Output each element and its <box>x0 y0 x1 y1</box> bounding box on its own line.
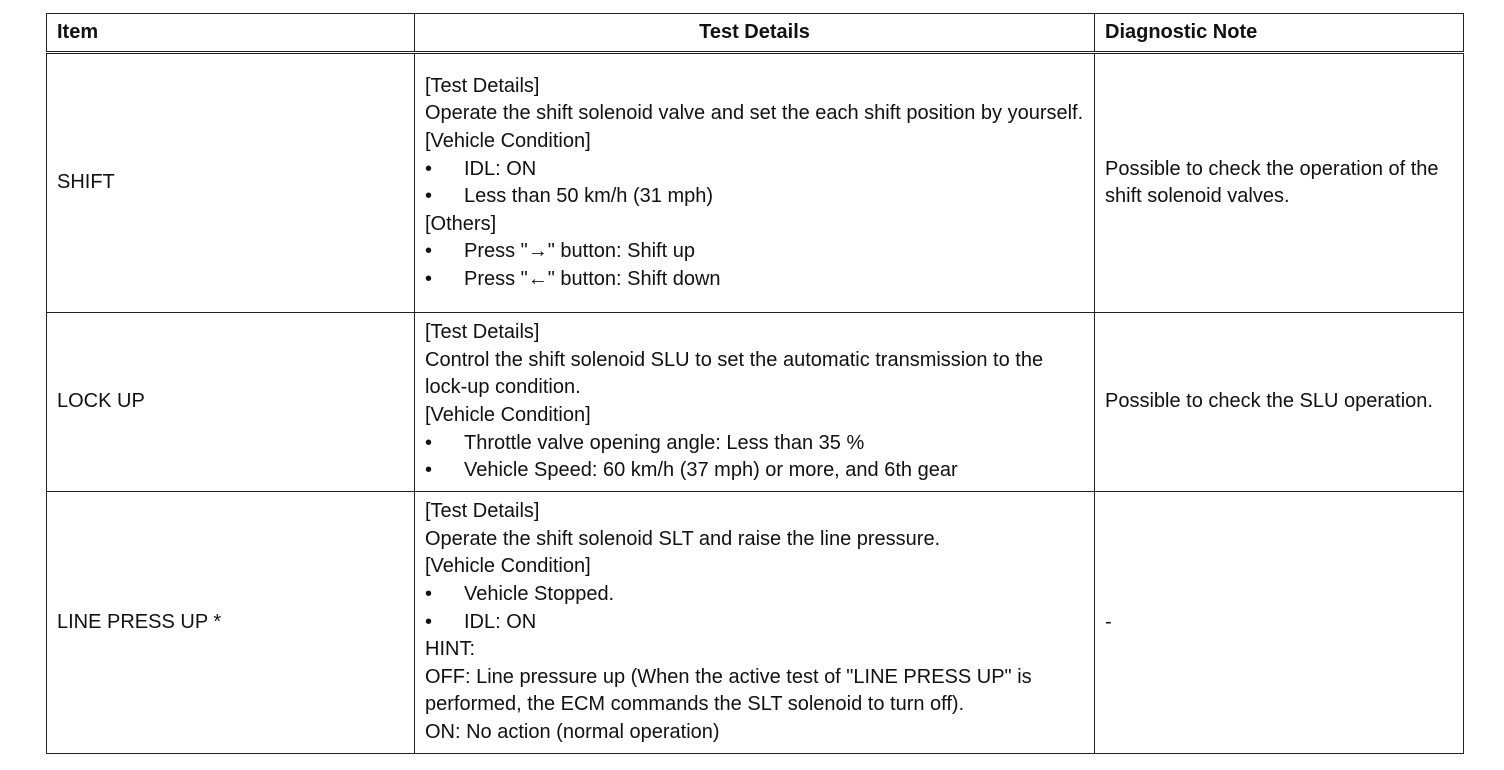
note-cell: Possible to check the operation of the shift solenoid valves. <box>1095 53 1464 313</box>
hint-on-text: ON: No action (normal operation) <box>425 720 720 743</box>
item-cell: LOCK UP <box>47 313 415 491</box>
details-cell <box>415 313 1095 491</box>
hint-off-text: OFF: Line pressure up (When the active test of "LINE PRESS UP" is performed, the ECM commands the SLT solenoid to turn off). <box>425 665 1032 716</box>
others-heading: [Others] <box>425 212 497 235</box>
list-item: • Vehicle Speed: 60 km/h (37 mph) or more, and 6th gear <box>425 457 1084 485</box>
list-item: • Throttle valve opening angle: Less than 35 % <box>425 430 1084 458</box>
note-cell: Possible to check the SLU operation. <box>1095 313 1464 491</box>
test-details-heading: [Test Details] <box>425 500 540 523</box>
table-row <box>47 491 1464 753</box>
test-details-heading: [Test Details] <box>425 74 540 97</box>
details-cell <box>415 491 1095 753</box>
test-details-heading: [Test Details] <box>425 321 540 344</box>
note-cell: - <box>1095 491 1464 753</box>
vehicle-condition-list <box>425 156 1084 211</box>
header-diagnostic-note: Diagnostic Note <box>1095 14 1464 53</box>
details-cell <box>415 53 1095 313</box>
vehicle-condition-heading: [Vehicle Condition] <box>425 403 591 426</box>
header-test-details: Test Details <box>415 14 1095 53</box>
item-cell: SHIFT <box>47 53 415 313</box>
table-row <box>47 53 1464 313</box>
item-cell: LINE PRESS UP * <box>47 491 415 753</box>
list-item: • IDL: ON <box>425 156 1084 184</box>
header-row <box>47 14 1464 53</box>
vehicle-condition-list <box>425 430 1084 485</box>
test-details-text: Control the shift solenoid SLU to set the automatic transmission to the lock-up condition. <box>425 348 1044 399</box>
vehicle-condition-heading: [Vehicle Condition] <box>425 129 591 152</box>
header-item: Item <box>47 14 415 53</box>
vehicle-condition-heading: [Vehicle Condition] <box>425 555 591 578</box>
list-item: • Vehicle Stopped. <box>425 581 1084 609</box>
list-item: • IDL: ON <box>425 609 1084 637</box>
list-item: • Press "→" button: Shift up <box>425 238 1084 266</box>
table-row <box>47 313 1464 491</box>
list-item: • Press "←" button: Shift down <box>425 266 1084 294</box>
hint-heading: HINT: <box>425 638 475 661</box>
vehicle-condition-list <box>425 581 1084 636</box>
test-details-text: Operate the shift solenoid SLT and raise the line pressure. <box>425 527 941 550</box>
table-header <box>47 14 1464 53</box>
active-test-table <box>46 13 1464 754</box>
list-item: • Less than 50 km/h (31 mph) <box>425 183 1084 211</box>
others-list <box>425 238 1084 293</box>
test-details-text: Operate the shift solenoid valve and set the each shift position by yourself. <box>425 102 1084 125</box>
